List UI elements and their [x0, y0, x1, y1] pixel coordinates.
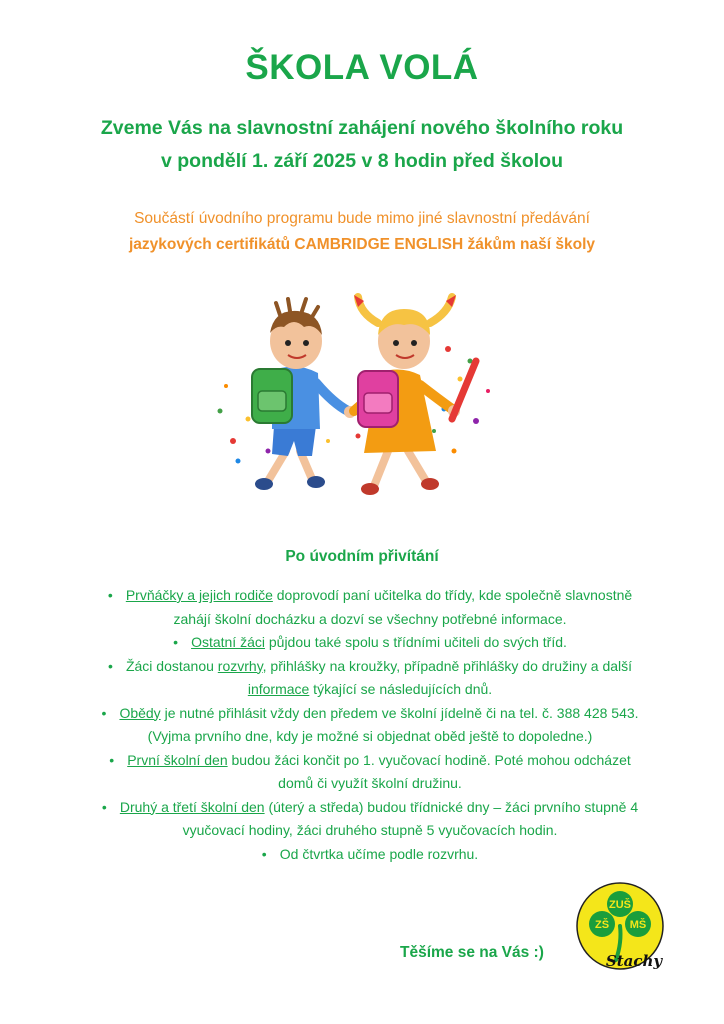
list-text: Od čtvrtka učíme podle rozvrhu.: [279, 845, 479, 862]
boy-figure: [252, 299, 356, 490]
bullet: •: [107, 587, 113, 603]
bullet: •: [107, 657, 113, 674]
list-item: [60, 843, 680, 867]
bullet: •: [261, 845, 267, 862]
highlight-text: rozvrhy: [217, 657, 263, 674]
list-item: [60, 655, 680, 702]
list-text: půjdou také spolu s třídními učiteli do svých tříd.: [264, 634, 567, 650]
program-line-2: jazykových certifikátů CAMBRIDGE ENGLISH žákům naší školy: [129, 236, 595, 253]
list-text: budou žáci končit po 1. vyučovací hodině. Poté mohou odcházet: [227, 751, 631, 768]
info-list: [60, 584, 680, 866]
list-text: doprovodí paní učitelka do třídy, kde společně slavnostně: [272, 587, 633, 603]
list-item: [60, 749, 680, 796]
logo-text-right: MŠ: [629, 919, 647, 931]
list-text: zahájí školní docházku a dozví se všechny potřebné informace.: [173, 610, 567, 627]
list-item: [60, 796, 680, 843]
list-text: Žáci dostanou: [125, 657, 218, 674]
page-title: ŠKOLA VOLÁ: [245, 48, 479, 87]
bullet: •: [173, 634, 178, 650]
logo-text-top: ZUŠ: [609, 899, 631, 911]
list-text: (úterý a středa) budou třídnické dny – žáci prvního stupně 4: [264, 798, 639, 815]
list-item: [60, 631, 680, 655]
bullet: •: [101, 704, 107, 721]
highlight-text: První školní den: [127, 751, 228, 768]
list-text: (Vyjma prvního dne, kdy je možné si objednat oběd ještě to dopoledne.): [147, 728, 593, 744]
invitation-text: [0, 112, 724, 178]
school-logo: [572, 880, 672, 976]
invitation-line-2: v pondělí 1. září 2025 v 8 hodin před školou: [160, 150, 564, 172]
list-text: je nutné přihlásit vždy den předem ve školní jídelně či na tel. č. 388 428 543.: [160, 704, 639, 721]
list-item: [60, 584, 680, 631]
list-text: vyučovací hodiny, žáci druhého stupně 5 vyučovacích hodin.: [182, 822, 558, 838]
list-text: domů či využít školní družinu.: [278, 775, 462, 791]
list-text: týkající se následujících dnů.: [309, 681, 493, 697]
highlight-text: Ostatní žáci: [191, 634, 265, 650]
logo-text-left: ZŠ: [594, 919, 610, 931]
list-item: [60, 702, 680, 749]
program-line-1: Součástí úvodního programu bude mimo jiné slavnostní předávání: [134, 210, 590, 227]
section-heading: Po úvodním přivítání: [285, 548, 439, 565]
logo-text-bottom: Stachy: [605, 952, 663, 970]
girl-figure: [354, 295, 476, 495]
bullet: •: [109, 751, 115, 768]
invitation-line-1: Zveme Vás na slavnostní zahájení nového školního roku: [100, 117, 624, 139]
highlight-text: Druhý a třetí školní den: [119, 798, 265, 815]
highlight-text: Obědy: [119, 704, 161, 721]
highlight-text: informace: [247, 681, 310, 697]
program-text: [0, 206, 724, 258]
list-text: , přihlášky na kroužky, případně přihlášky do družiny a další: [262, 657, 633, 674]
highlight-text: Prvňáčky a jejich rodiče: [125, 587, 273, 603]
bullet: •: [101, 798, 107, 815]
closing-text: Těšíme se na Vás :): [400, 944, 544, 961]
children-illustration: [208, 291, 518, 506]
